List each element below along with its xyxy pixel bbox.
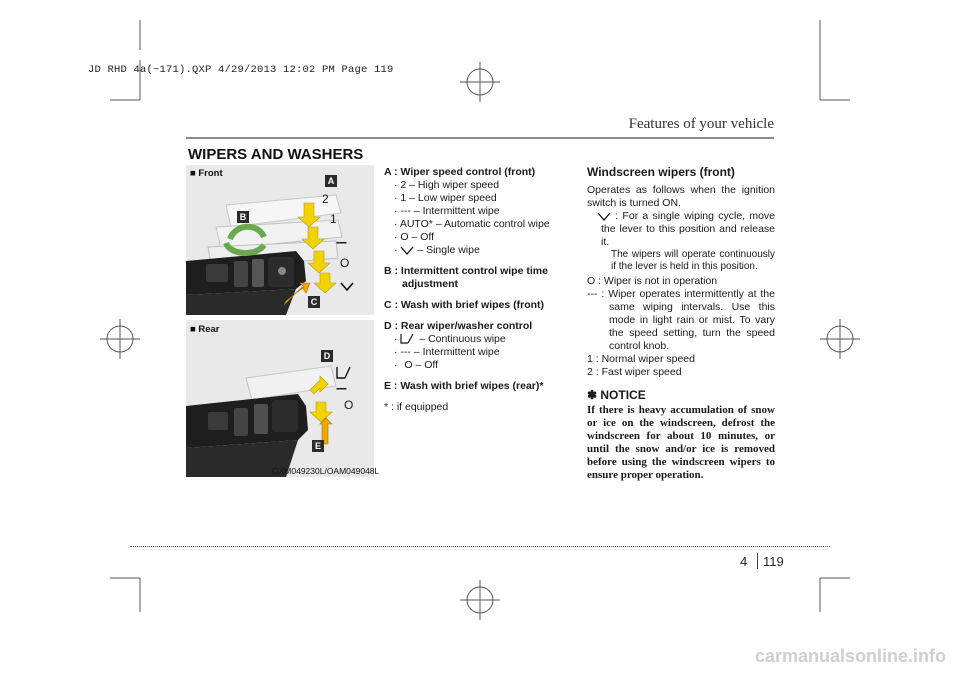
front-mark-intermittent: ---	[336, 234, 346, 249]
front-mark-off: O	[340, 256, 350, 270]
bullet: ·	[394, 244, 398, 256]
control-a-item-single	[384, 244, 559, 257]
single-wipe-row	[587, 210, 775, 249]
single-wipe-icon	[597, 212, 611, 221]
section-title: WIPERS AND WASHERS	[188, 146, 364, 163]
single-wipe-mark-icon	[340, 282, 354, 292]
callout-d: D	[321, 350, 333, 362]
windscreen-section	[587, 166, 775, 482]
single-wipe-desc: : For a single wiping cycle, move the lever to this position and release it.	[601, 210, 776, 248]
control-a-item: · --- – Intermittent wipe	[394, 205, 500, 217]
footnote: * : if equipped	[384, 401, 449, 413]
windscreen-intro: Operates as follows when the ignition switch is turned ON.	[587, 184, 775, 209]
off-desc: O : Wiper is not in operation	[587, 275, 718, 287]
control-d-item-off	[384, 359, 559, 372]
single-wipe-text: – Single wipe	[417, 244, 480, 256]
callout-b: B	[237, 211, 249, 223]
controls-legend	[384, 166, 559, 414]
off-text: O – Off	[404, 359, 439, 371]
page-number: 119	[763, 554, 784, 569]
rear-label: ■ Rear	[190, 324, 220, 335]
header-rule	[186, 137, 774, 139]
control-d-title: D : Rear wiper/washer control	[384, 320, 533, 332]
bullet: ·	[394, 333, 398, 345]
footer-rule	[130, 546, 830, 547]
control-a-item: · AUTO* – Automatic control wipe	[394, 218, 550, 230]
bullet: ·	[394, 359, 398, 371]
image-code: OXM049230L/OAM049048L	[272, 466, 380, 476]
chapter-number: 4	[740, 554, 748, 569]
front-mark-1: 1	[330, 212, 337, 226]
front-label: ■ Front	[190, 168, 223, 179]
continuous-wipe-text: – Continuous wipe	[419, 333, 506, 345]
continuous-wipe-icon	[400, 333, 416, 345]
control-a-item: · 1 – Low wiper speed	[394, 192, 497, 204]
front-mark-2: 2	[322, 192, 329, 206]
fast-speed-desc: 2 : Fast wiper speed	[587, 366, 682, 378]
notice-body: If there is heavy accumulation of snow or ice on the windscreen, defrost the windscreen for about 10 minutes, or until the snow and/or ice is removed before using the windscreen wipers to ensure proper operation.	[587, 404, 775, 481]
intermittent-desc: --- : Wiper operates intermittently at the same wiping intervals. Use this mode in light rain or mist. To vary the speed setting, turn the speed control knob.	[587, 288, 775, 352]
control-a-item: · 2 – High wiper speed	[394, 179, 500, 191]
notice-title: ✽ NOTICE	[587, 388, 646, 402]
control-b-title-cont: adjustment	[402, 278, 459, 290]
control-c-title: C : Wash with brief wipes (front)	[384, 299, 545, 311]
control-d-item-continuous	[384, 333, 559, 346]
running-header-title: Features of your vehicle	[628, 116, 774, 132]
control-b-title: B : Intermittent control wipe time	[384, 265, 548, 277]
callout-e: E	[312, 440, 324, 452]
callout-a: A	[325, 175, 337, 187]
rear-continuous-wipe-mark-icon	[336, 366, 352, 380]
control-e-title: E : Wash with brief wipes (rear)*	[384, 380, 544, 392]
watermark: carmanualsonline.info	[754, 646, 946, 666]
rear-mark-off: O	[344, 398, 354, 412]
single-wipe-note: The wipers will operate continuously if the lever is held in this position.	[611, 249, 775, 272]
page-separator	[757, 553, 758, 569]
control-a-item: · O – Off	[394, 231, 435, 243]
control-d-item: · --- – Intermittent wipe	[394, 346, 500, 358]
print-line: JD RHD 4a(~171).QXP 4/29/2013 12:02 PM Page 119	[88, 64, 394, 76]
single-wipe-icon	[400, 246, 414, 255]
rear-mark-intermittent: ---	[336, 380, 346, 395]
callout-c: C	[308, 296, 320, 308]
normal-speed-desc: 1 : Normal wiper speed	[587, 353, 695, 365]
windscreen-title: Windscreen wipers (front)	[587, 165, 735, 179]
control-a-title: A : Wiper speed control (front)	[384, 166, 536, 178]
